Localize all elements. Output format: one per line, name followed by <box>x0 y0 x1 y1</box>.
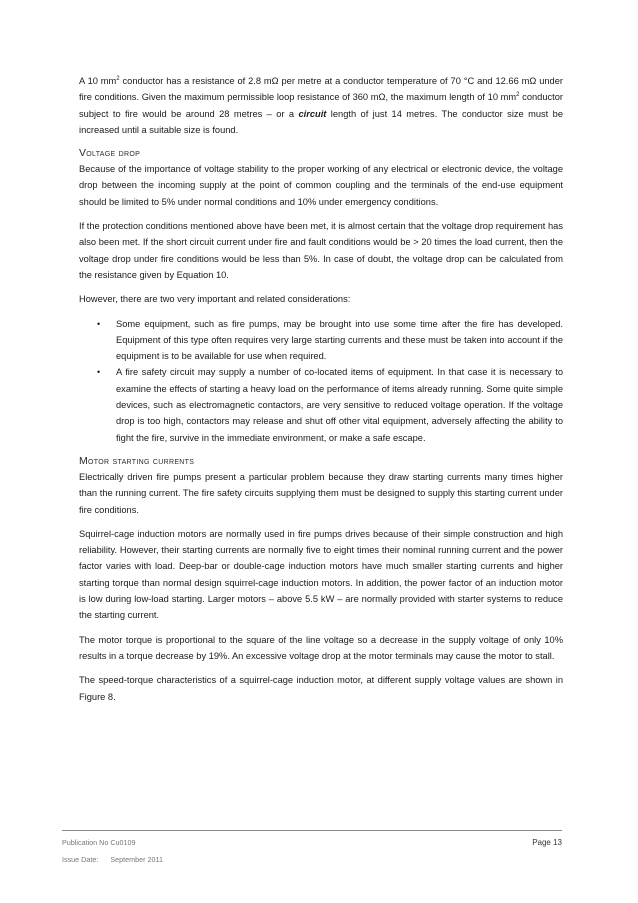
paragraph-conductor-resistance <box>79 73 563 138</box>
emphasis-circuit: circuit <box>298 108 327 119</box>
superscript: 2 <box>116 76 120 82</box>
issue-date-label: Issue Date: <box>62 855 99 864</box>
heading-motor-starting-currents: Motor starting currents <box>79 454 195 467</box>
bullet-icon: • <box>97 367 101 378</box>
text-run: length of just 14 metres. The conductor size must be increased until a suitable size is found. <box>79 108 563 135</box>
issue-date-value: September 2011 <box>110 855 163 864</box>
paragraph-induction-motors: Squirrel-cage induction motors are normally used in fire pumps drives because of their simple construction and high reliability. However, their starting currents are normally five to eight times their nominal running current and the power factor varies with load. Deep-bar or double-cage induction motors have much smaller starting currents and higher starting torque than normal design squirrel-cage induction motors. In addition, the power factor of an induction motor is low during low-load starting. Larger motors – above 5.5 kW – are normally provided with starter systems to reduce the starting current. <box>79 528 563 621</box>
list-item-text: A fire safety circuit may supply a number of co-located items of equipment. In that case it is necessary to examine the effects of starting a heavy load on the performance of items already running. Some quite simple devices, such as electromagnetic contactors, are very sensitive to reduced voltage operation. If the voltage drop is too high, contactors may release and shut off other vital equipment, adversely affecting the ability to fight the fire, survive in the immediate environment, or make a safe escape. <box>116 367 563 443</box>
paragraph-motor-torque: The motor torque is proportional to the square of the line voltage so a decrease in the supply voltage of only 10% results in a torque decrease by 19%. An excessive voltage drop at the motor terminals may cause the motor to stall. <box>79 634 563 661</box>
publication-number: Publication No Cu0109 <box>62 838 136 847</box>
text-run: conductor subject to fire would be around 28 metres – or a <box>79 92 563 119</box>
issue-date <box>62 851 562 868</box>
page-number: Page 13 <box>532 838 562 847</box>
page-footer <box>62 830 562 868</box>
paragraph-speed-torque: The speed-torque characteristics of a squirrel-cage induction motor, at different supply voltage values are shown in Figure 8. <box>79 675 563 702</box>
paragraph-protection-conditions: If the protection conditions mentioned above have been met, it is almost certain that the voltage drop requirement has also been met. If the short circuit current under fire and fault conditions would be > 20 times the load current, then the voltage drop under fire conditions would be less than 5%. In case of doubt, the voltage drop can be calculated from the resistance given by Equation 10. <box>79 221 563 280</box>
paragraph-voltage-stability: Because of the importance of voltage stability to the proper working of any electrical or electronic device, the voltage drop between the incoming supply at the point of common coupling and the terminals of the end-use equipment should be limited to 5% under normal conditions and 10% under emergency conditions. <box>79 164 563 207</box>
text-run: conductor has a resistance of 2.8 mΩ per metre at a conductor temperature of 70 °C and 12.66 mΩ under fire conditions. Given the maximum permissible loop resistance of 360 mΩ, the maximum length of 10 mm <box>79 76 563 103</box>
document-body <box>79 73 563 713</box>
paragraph-fire-pumps: Electrically driven fire pumps present a particular problem because they draw starting currents many times higher than the running current. The fire safety circuits supplying them must be designed to supply this starting current under fire conditions. <box>79 471 563 515</box>
superscript: 2 <box>516 92 520 99</box>
list-item <box>79 316 563 365</box>
text-run: A 10 mm <box>79 76 117 86</box>
bullet-icon: • <box>97 318 101 329</box>
heading-voltage-drop: Voltage drop <box>79 147 141 160</box>
paragraph-considerations-intro: However, there are two very important and related considerations: <box>79 294 351 305</box>
list-item <box>79 364 563 445</box>
considerations-list <box>79 316 563 446</box>
list-item-text: Some equipment, such as fire pumps, may be brought into use some time after the fire has developed. Equipment of this type often requires very large starting currents and these must be taken into account if the equipment is to be available for use when required. <box>116 318 563 362</box>
